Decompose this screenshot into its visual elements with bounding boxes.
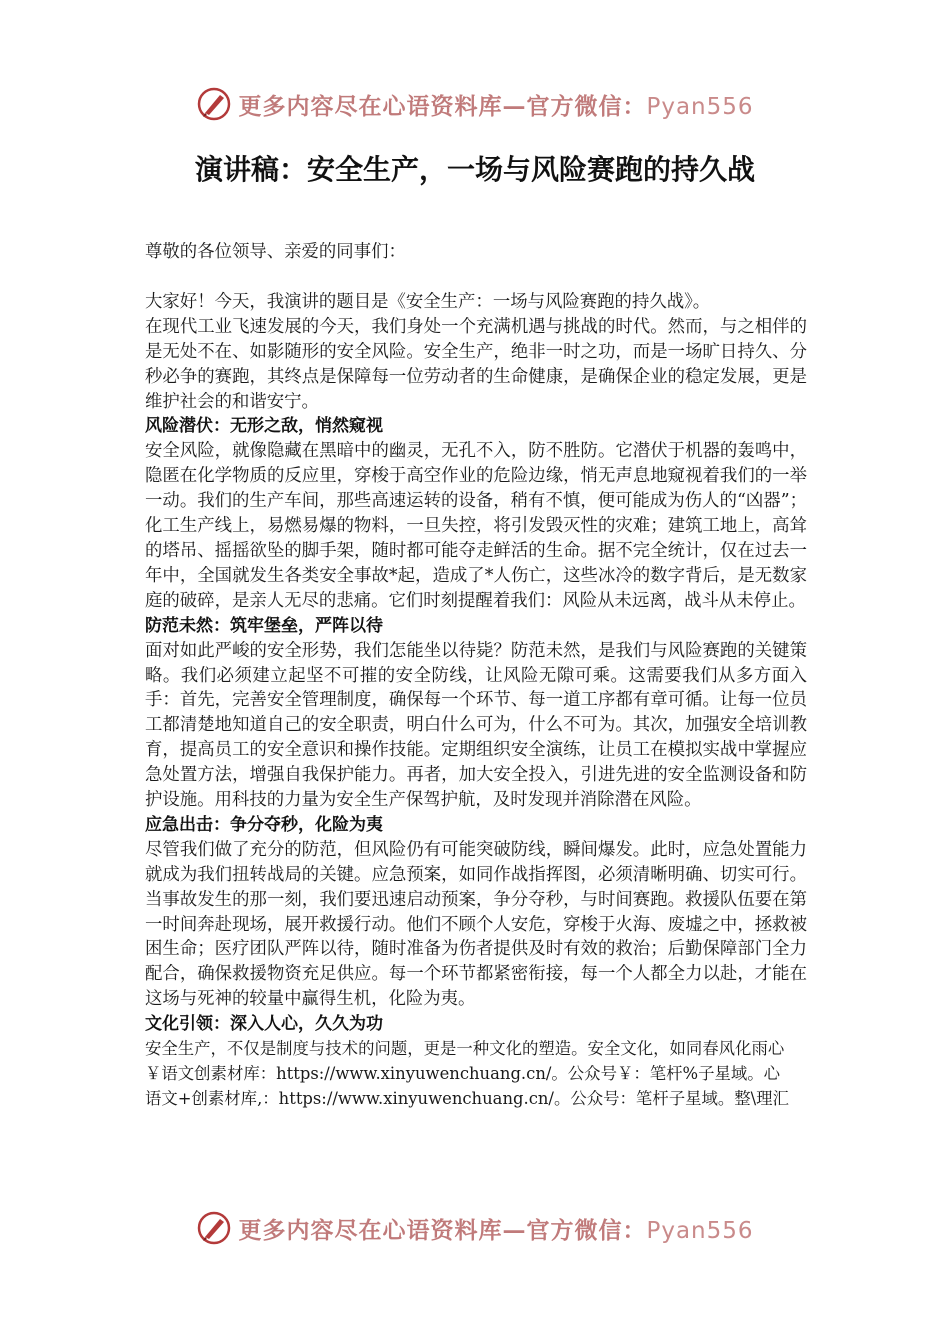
greeting: 尊敬的各位领导、亲爱的同事们： [145, 242, 406, 262]
banner-text: 更多内容尽在心语资料库—官方微信：Pyan556 [238, 1216, 754, 1244]
section-paragraph: 安全风险，就像隐藏在黑暗中的幽灵，无孔不入，防不胜防。它潜伏于机器的轰鸣中，隐匿在化学物质的反应里，穿梭于高空作业的危险边缘，悄无声息地窥视着我们的一举一动。我们的生产车间，那些高速运转的设备，稍有不慎，便可能成为伤人的“凶器”；化工生产线上，易燃易爆的物料，一旦失控，将引发毁灭性的灾难；建筑工地上，高耸的塔吊、摇摇欲坠的脚手架，随时都可能夺走鲜活的生命。据不完全统计，仅在过去一年中，全国就发生各类安全事故*起，造成了*人伤亡，这些冰冷的数字背后，是无数家庭的破碎，是亲人无尽的悲痛。它们时刻提醒着我们：风险从未远离，战斗从未停止。 [145, 441, 807, 611]
trailing-line: 安全生产，不仅是制度与技术的问题，更是一种文化的塑造。安全文化，如同春风化雨心 [145, 1039, 785, 1059]
footer-banner [0, 1208, 950, 1248]
section-heading: 应急出击：争分夺秒，化险为夷 [145, 814, 383, 835]
section-heading: 防范未然：筑牢堡垒，严阵以待 [145, 615, 383, 636]
intro-paragraph-2: 在现代工业飞速发展的今天，我们身处一个充满机遇与挑战的时代。然而，与之相伴的是无处不在、如影随形的安全风险。安全生产，绝非一时之功，而是一场旷日持久、分秒必争的赛跑，其终点是保障每一位劳动者的生命健康，是确保企业的稳定发展，更是维护社会的和谐安宁。 [145, 316, 807, 412]
document-body [145, 240, 807, 1112]
section-heading: 风险潜伏：无形之敌，悄然窥视 [145, 416, 383, 437]
pen-logo-icon [196, 86, 232, 122]
intro-paragraph-1: 大家好！今天，我演讲的题目是《安全生产：一场与风险赛跑的持久战》。 [145, 291, 711, 312]
section-paragraph: 尽管我们做了充分的防范，但风险仍有可能突破防线，瞬间爆发。此时，应急处置能力就成为我们扭转战局的关键。应急预案，如同作战指挥图，必须清晰明确、切实可行。当事故发生的那一刻，我们要迅速启动预案，争分夺秒，与时间赛跑。救援队伍要在第一时间奔赴现场，展开救援行动。他们不顾个人安危，穿梭于火海、废墟之中，拯救被困生命；医疗团队严阵以待，随时准备为伤者提供及时有效的救治；后勤保障部门全力配合，确保救援物资充足供应。每一个环节都紧密衔接，每一个人都全力以赴，才能在这场与死神的较量中赢得生机，化险为夷。 [145, 839, 807, 1010]
trailing-line: ￥语文创素材库：https://www.xinyuwenchuang.cn/。公众号￥：笔杆%子星域。心 [145, 1064, 781, 1083]
trailing-line: 语文+创素材库,：https://www.xinyuwenchuang.cn/。公众号：笔杆子星域。整\理汇 [145, 1088, 789, 1108]
section-paragraph: 面对如此严峻的安全形势，我们怎能坐以待毙？防范未然，是我们与风险赛跑的关键策略。我们必须建立起坚不可摧的安全防线，让风险无隙可乘。这需要我们从多方面入手：首先，完善安全管理制度，确保每一个环节、每一道工序都有章可循。让每一位员工都清楚地知道自己的安全职责，明白什么可为，什么不可为。其次，加强安全培训教育，提高员工的安全意识和操作技能。定期组织安全演练，让员工在模拟实战中掌握应急处置方法，增强自我保护能力。再者，加大安全投入，引进先进的安全监测设备和防护设施。用科技的力量为安全生产保驾护航，及时发现并消除潜在风险。 [145, 640, 807, 811]
document-title: 演讲稿：安全生产，一场与风险赛跑的持久战 [194, 153, 755, 186]
header-banner [0, 84, 950, 124]
section-heading: 文化引领：深入人心，久久为功 [145, 1014, 383, 1035]
pen-logo-icon [196, 1210, 232, 1246]
banner-text: 更多内容尽在心语资料库—官方微信：Pyan556 [238, 92, 754, 120]
section-trailing-lines [145, 1037, 807, 1112]
